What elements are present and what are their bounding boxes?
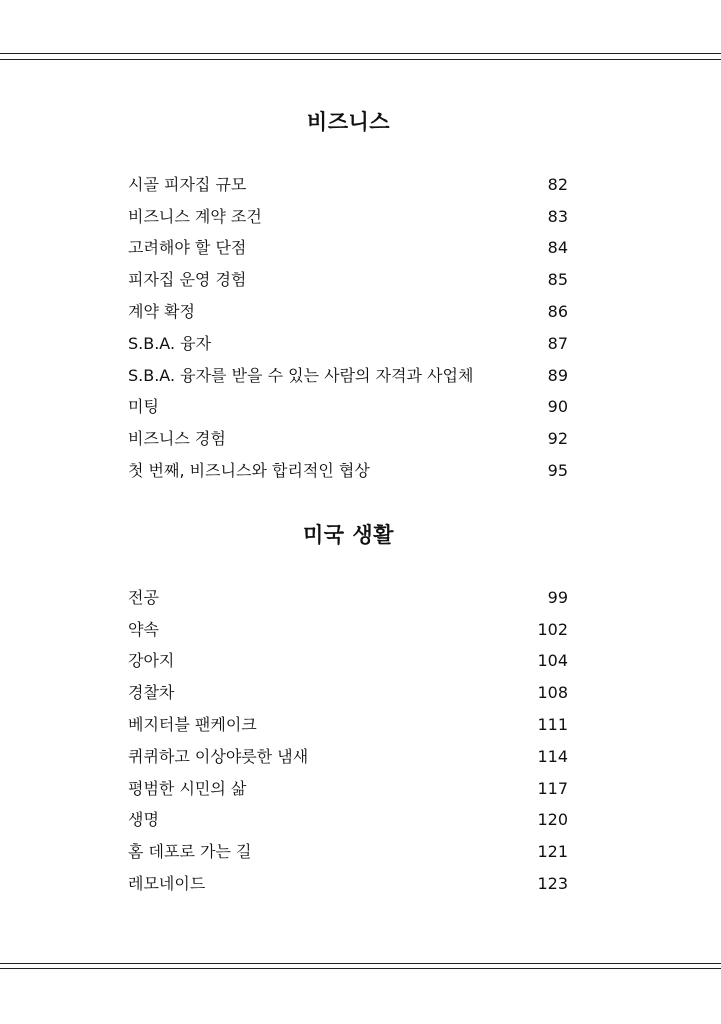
toc-entry[interactable] bbox=[128, 646, 568, 678]
toc-entry-title: 레모네이드 bbox=[128, 874, 206, 894]
toc-entry-title: 고려해야 할 단점 bbox=[128, 238, 247, 258]
toc-entry[interactable] bbox=[128, 614, 568, 646]
toc-entry-title: 계약 확정 bbox=[128, 302, 195, 322]
toc-entry-page: 84 bbox=[547, 238, 568, 258]
toc-entry[interactable] bbox=[128, 201, 568, 233]
toc-entry-page: 123 bbox=[537, 874, 568, 894]
toc-entry-page: 82 bbox=[547, 174, 568, 194]
toc-entry-title: 약속 bbox=[128, 619, 159, 639]
bottom-border-rule-inner bbox=[0, 963, 721, 964]
toc-entry-page: 121 bbox=[537, 842, 568, 862]
toc-entry-page: 120 bbox=[537, 810, 568, 830]
toc-entry[interactable] bbox=[128, 741, 568, 773]
toc-list-business bbox=[128, 169, 568, 487]
toc-entry-title: 경찰차 bbox=[128, 683, 175, 703]
toc-entry[interactable] bbox=[128, 582, 568, 614]
toc-entry[interactable] bbox=[128, 392, 568, 424]
toc-entry[interactable] bbox=[128, 455, 568, 487]
toc-entry-page: 87 bbox=[547, 333, 568, 353]
toc-entry-title: 베지터블 팬케이크 bbox=[128, 715, 257, 735]
toc-entry-title: 피자집 운영 경험 bbox=[128, 270, 247, 290]
toc-entry-title: S.B.A. 융자를 받을 수 있는 사람의 자격과 사업체 bbox=[128, 365, 474, 385]
toc-entry-title: 생명 bbox=[128, 810, 159, 830]
toc-entry-title: 퀴퀴하고 이상야릇한 냄새 bbox=[128, 746, 309, 766]
toc-entry-page: 111 bbox=[537, 715, 568, 735]
toc-entry[interactable] bbox=[128, 805, 568, 837]
toc-entry[interactable] bbox=[128, 709, 568, 741]
toc-entry-page: 86 bbox=[547, 302, 568, 322]
toc-entry[interactable] bbox=[128, 868, 568, 900]
section-title-america-life: 미국 생활 bbox=[303, 523, 394, 547]
toc-entry-page: 108 bbox=[537, 683, 568, 703]
toc-entry-page: 95 bbox=[547, 461, 568, 481]
toc-entry-title: 비즈니스 계약 조건 bbox=[128, 206, 262, 226]
toc-entry-page: 102 bbox=[537, 619, 568, 639]
top-border-rule-inner bbox=[0, 59, 721, 60]
toc-entry[interactable] bbox=[128, 423, 568, 455]
toc-entry-title: 첫 번째, 비즈니스와 합리적인 협상 bbox=[128, 461, 370, 481]
toc-entry[interactable] bbox=[128, 296, 568, 328]
toc-entry-page: 104 bbox=[537, 651, 568, 671]
toc-entry-title: S.B.A. 융자 bbox=[128, 333, 212, 353]
top-border-rule bbox=[0, 53, 721, 54]
toc-entry-page: 90 bbox=[547, 397, 568, 417]
toc-entry-page: 89 bbox=[547, 365, 568, 385]
toc-entry-title: 홈 데포로 가는 길 bbox=[128, 842, 252, 862]
toc-entry-page: 85 bbox=[547, 270, 568, 290]
toc-entry-page: 99 bbox=[547, 587, 568, 607]
toc-entry[interactable] bbox=[128, 677, 568, 709]
toc-entry[interactable] bbox=[128, 328, 568, 360]
toc-entry[interactable] bbox=[128, 169, 568, 201]
toc-entry-title: 미팅 bbox=[128, 397, 159, 417]
toc-entry[interactable] bbox=[128, 836, 568, 868]
toc-entry-title: 강아지 bbox=[128, 651, 175, 671]
bottom-border-rule bbox=[0, 968, 721, 969]
toc-entry-page: 117 bbox=[537, 778, 568, 798]
toc-entry-title: 전공 bbox=[128, 587, 159, 607]
toc-list-america-life bbox=[128, 582, 568, 900]
toc-entry[interactable] bbox=[128, 360, 568, 392]
toc-entry[interactable] bbox=[128, 233, 568, 265]
toc-entry-page: 83 bbox=[547, 206, 568, 226]
toc-entry[interactable] bbox=[128, 773, 568, 805]
toc-entry-title: 비즈니스 경험 bbox=[128, 429, 226, 449]
toc-entry[interactable] bbox=[128, 264, 568, 296]
toc-entry-page: 114 bbox=[537, 746, 568, 766]
section-title-business: 비즈니스 bbox=[306, 110, 391, 134]
toc-entry-title: 시골 피자집 규모 bbox=[128, 174, 247, 194]
toc-entry-page: 92 bbox=[547, 429, 568, 449]
toc-entry-title: 평범한 시민의 삶 bbox=[128, 778, 247, 798]
